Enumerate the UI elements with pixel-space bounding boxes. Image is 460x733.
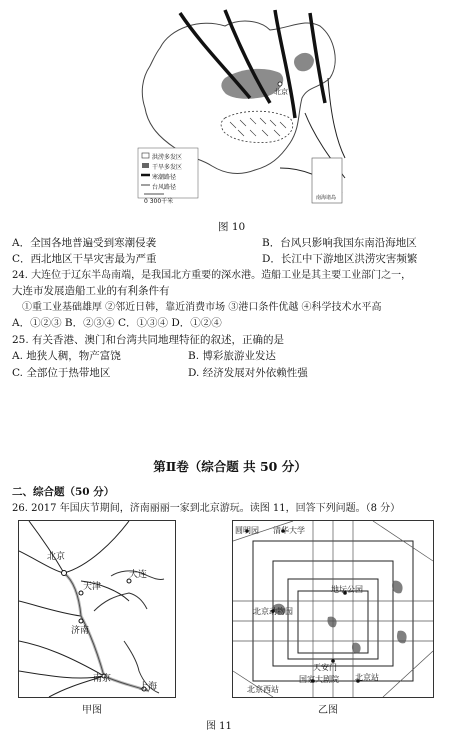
legend-flood: 洪涝多发区 [152,154,183,161]
q25-option-c: C. 全部位于热带地区 [12,367,111,379]
q23-option-d: D．长江中下游地区洪涝灾害频繁 [262,253,418,265]
place-tsinghua: 清华大学 [273,526,305,535]
q24-stem-line1: 24. 大连位于辽东半岛南端，是我国北方重要的深水港。造船工业是其主要工业部门之一， [12,270,412,281]
q23-option-b: B．台风只影响我国东南沿海地区 [262,237,417,249]
q25-option-d: D. 经济发展对外依赖性强 [188,367,308,379]
q26-stem: 26. 2017 年国庆节期间，济南丽丽一家到北京游玩。读图 11，回答下列问题。（8 分） [12,503,401,514]
place-tiananmen: 天安门 [313,663,337,672]
place-zoo: 北京动物园 [253,607,293,616]
figure-10-map [130,8,350,208]
place-yuanmingyuan: 圆明园 [235,526,259,535]
city-jinan: 济南 [71,626,90,636]
map-a [18,520,176,698]
legend-drought: 干旱多发区 [152,164,183,171]
map-b-label: 乙图 [318,705,338,716]
q25-option-b: B. 博彩旅游业发达 [188,350,276,362]
q24-items: ①重工业基础雄厚 ②邻近日韩，靠近消费市场 ③港口条件优越 ④科学技术水平高 [22,302,382,313]
section-heading: 二、综合题（50 分） [12,486,115,498]
place-west-station: 北京西站 [247,685,279,694]
city-tianjin: 天津 [83,582,102,592]
q24-stem-line2: 大连市发展造船工业的有利条件有 [12,285,170,297]
place-ditan: 地坛公园 [331,585,363,594]
q24-options: A．①②③ B．②③④ C．①③④ D．①②④ [12,317,222,329]
scale-label: 0 300千米 [144,198,174,205]
legend-coldwave: 寒潮路径 [152,174,177,181]
place-beijing-station: 北京站 [355,673,379,682]
map-b [232,520,434,698]
figure-11-caption: 图 11 [206,721,232,732]
q25-stem: 25. 有关香港、澳门和台湾共同地理特征的叙述，正确的是 [12,334,285,346]
q23-option-c: C．西北地区干旱灾害最为严重 [12,253,157,265]
map-a-drawing [19,521,175,697]
inset-label: 南海诸岛 [316,195,337,201]
beijing-label: 北京 [274,88,288,96]
legend-typhoon: 台风路径 [152,184,177,191]
city-nanjing: 南京 [93,674,112,684]
city-dalian: 大连 [129,570,148,580]
place-grand-theatre: 国家大剧院 [299,675,339,684]
map-a-label: 甲图 [82,705,102,716]
q23-option-a: A．全国各地普遍受到寒潮侵袭 [12,237,157,249]
city-shanghai: 上海 [139,682,158,692]
part2-title: 第Ⅱ卷（综合题 共 50 分） [153,459,307,474]
city-beijing: 北京 [47,552,66,562]
figure-10-caption: 图 10 [218,221,246,233]
q25-option-a: A. 地狭人稠，物产富饶 [12,350,121,362]
